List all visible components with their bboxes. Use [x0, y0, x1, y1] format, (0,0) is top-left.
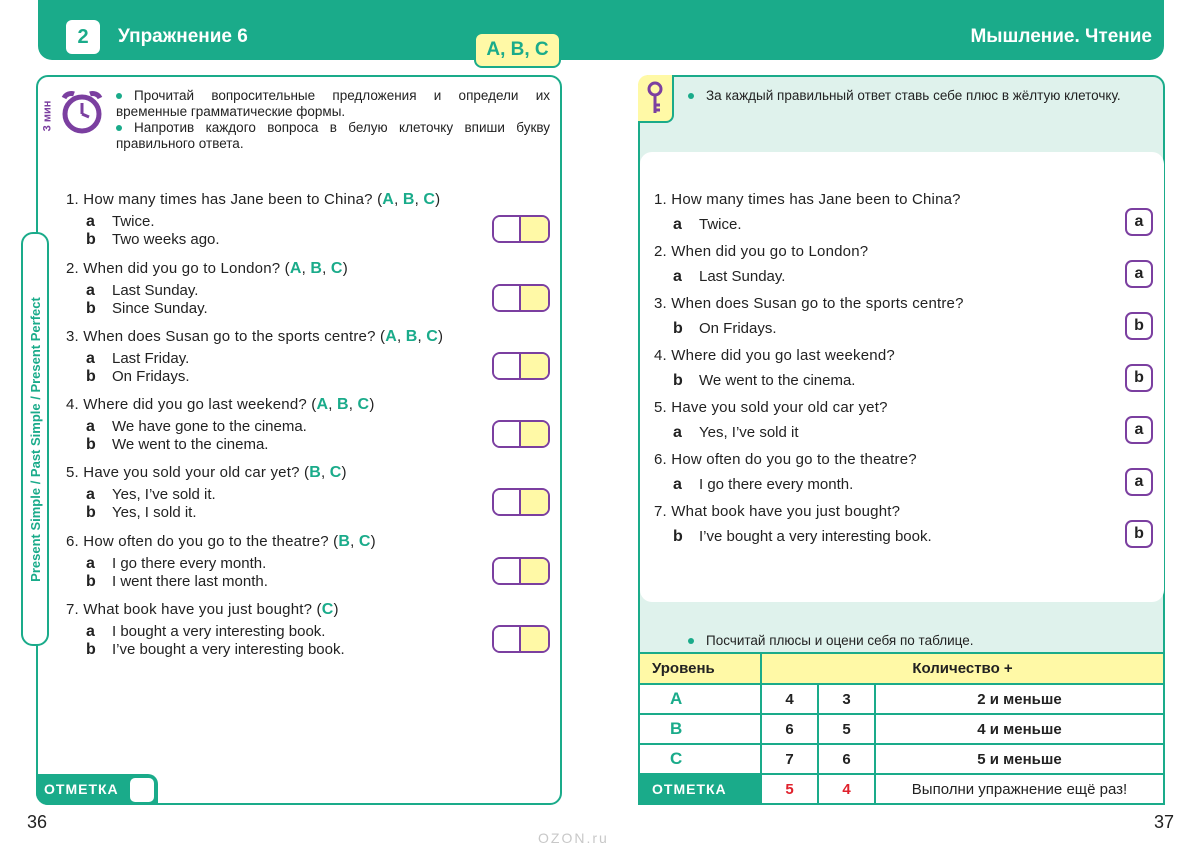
- count-cell: 6: [761, 714, 818, 744]
- option-letter: a: [86, 486, 95, 503]
- level-tab: A, B, C: [474, 32, 561, 68]
- option-letter: b: [86, 231, 96, 248]
- correct-answer-box: b: [1125, 520, 1153, 548]
- answer-cells: [492, 215, 550, 243]
- left-mark-input[interactable]: [130, 778, 154, 802]
- level-option: C: [423, 191, 436, 208]
- answer-option-b: b Since Sunday.: [86, 300, 208, 317]
- answer-option-a: a I go there every month.: [86, 555, 267, 572]
- correct-answer-box: b: [1125, 364, 1153, 392]
- option-letter: a: [86, 282, 95, 299]
- option-letter: a: [86, 623, 95, 640]
- count-cell: 6: [818, 744, 875, 774]
- key-question: 1. How many times has Jane been to China?: [654, 191, 961, 208]
- section-title: Мышление. Чтение: [970, 26, 1152, 47]
- level-option: B: [310, 260, 323, 277]
- bullet-icon: [688, 93, 694, 99]
- correct-answer-box: b: [1125, 312, 1153, 340]
- option-letter: b: [86, 641, 96, 658]
- key-letter: a: [673, 216, 682, 233]
- count-cell: 7: [761, 744, 818, 774]
- level-option: C: [357, 396, 370, 413]
- left-instruction-1: Прочитай вопросительные предложения и определи их временные грамматические формы.: [116, 88, 550, 119]
- answer-input-cell[interactable]: [494, 354, 521, 378]
- answer-option-b: b Yes, I sold it.: [86, 504, 197, 521]
- answer-option-b: b On Fridays.: [86, 368, 190, 385]
- table-row: [639, 714, 1164, 744]
- table-row-mark: [639, 774, 1164, 804]
- score-cell[interactable]: [521, 354, 548, 378]
- level-option: A: [316, 396, 329, 413]
- count-cell: 5: [818, 714, 875, 744]
- level-option: C: [329, 464, 342, 481]
- level-option: B: [405, 328, 418, 345]
- score-cell[interactable]: [521, 217, 548, 241]
- question-text: 5. Have you sold your old car yet? (B, C): [66, 464, 347, 481]
- key-answer: a Yes, I’ve sold it: [673, 424, 799, 441]
- question-text: 2. When did you go to London? (A, B, C): [66, 260, 348, 277]
- option-letter: a: [86, 350, 95, 367]
- key-letter: b: [673, 372, 683, 389]
- key-answer: a Twice.: [673, 216, 742, 233]
- answer-option-a: a Twice.: [86, 213, 155, 230]
- grammar-side-tab: Present Simple / Past Simple / Present Perfect: [21, 232, 49, 646]
- level-option: C: [321, 601, 334, 618]
- question-text: 6. How often do you go to the theatre? (B, C): [66, 533, 376, 550]
- answer-option-b: b I went there last month.: [86, 573, 268, 590]
- answer-option-a: a Yes, I’ve sold it.: [86, 486, 216, 503]
- key-answer: b On Fridays.: [673, 320, 777, 337]
- key-letter: a: [673, 424, 682, 441]
- score-cell[interactable]: [521, 490, 548, 514]
- watermark: OZON.ru: [538, 830, 609, 846]
- answer-cells: [492, 352, 550, 380]
- level-cell: B: [639, 714, 761, 744]
- level-option: C: [426, 328, 439, 345]
- option-letter: a: [86, 418, 95, 435]
- option-letter: b: [86, 300, 96, 317]
- page-number-left: 36: [27, 812, 48, 832]
- correct-answer-box: a: [1125, 208, 1153, 236]
- key-answer: b I’ve bought a very interesting book.: [673, 528, 932, 545]
- key-tab: [638, 75, 674, 123]
- answer-input-cell[interactable]: [494, 559, 521, 583]
- question-text: 4. Where did you go last weekend? (A, B, C): [66, 396, 375, 413]
- key-question: 3. When does Susan go to the sports centre?: [654, 295, 964, 312]
- option-letter: b: [86, 436, 96, 453]
- left-instruction-2: Напротив каждого вопроса в белую клеточку впиши букву правильного ответа.: [116, 120, 550, 151]
- answer-input-cell[interactable]: [494, 217, 521, 241]
- level-option: B: [338, 533, 351, 550]
- key-answer: a Last Sunday.: [673, 268, 786, 285]
- key-letter: a: [673, 268, 682, 285]
- level-option: C: [358, 533, 371, 550]
- answer-input-cell[interactable]: [494, 422, 521, 446]
- answer-input-cell[interactable]: [494, 627, 521, 651]
- answer-option-a: a We have gone to the cinema.: [86, 418, 307, 435]
- level-cell: C: [639, 744, 761, 774]
- level-option: A: [382, 191, 395, 208]
- score-cell[interactable]: [521, 559, 548, 583]
- mark-message: Выполни упражнение ещё раз!: [875, 774, 1164, 804]
- key-question: 6. How often do you go to the theatre?: [654, 451, 917, 468]
- answer-option-a: a I bought a very interesting book.: [86, 623, 326, 640]
- page-number-right: 37: [1154, 812, 1175, 832]
- question-text: 7. What book have you just bought? (C): [66, 601, 339, 618]
- mark-4: 4: [818, 774, 875, 804]
- option-letter: a: [86, 213, 95, 230]
- key-letter: b: [673, 528, 683, 545]
- header-count: Количество +: [761, 653, 1164, 684]
- answer-cells: [492, 488, 550, 516]
- answer-option-b: b I’ve bought a very interesting book.: [86, 641, 345, 658]
- level-option: B: [402, 191, 415, 208]
- exercise-title: Упражнение 6: [118, 26, 248, 47]
- key-letter: a: [673, 476, 682, 493]
- score-cell[interactable]: [521, 627, 548, 651]
- correct-answer-box: a: [1125, 416, 1153, 444]
- key-answer: b We went to the cinema.: [673, 372, 856, 389]
- count-cell: 3: [818, 684, 875, 714]
- level-option: A: [385, 328, 397, 345]
- table-row: [639, 684, 1164, 714]
- right-instruction-top: За каждый правильный ответ ставь себе плюс в жёлтую клеточку.: [688, 88, 1154, 104]
- key-question: 2. When did you go to London?: [654, 243, 869, 260]
- table-row: [639, 744, 1164, 774]
- key-answer: a I go there every month.: [673, 476, 854, 493]
- option-letter: b: [86, 504, 96, 521]
- answer-option-b: b Two weeks ago.: [86, 231, 220, 248]
- bullet-icon: [116, 125, 122, 131]
- level-option: A: [289, 260, 302, 277]
- answer-cells: [492, 625, 550, 653]
- key-question: 4. Where did you go last weekend?: [654, 347, 895, 364]
- key-icon: [638, 75, 674, 123]
- correct-answer-box: a: [1125, 260, 1153, 288]
- option-letter: b: [86, 573, 96, 590]
- answer-input-cell[interactable]: [494, 286, 521, 310]
- alarm-clock-icon: [58, 88, 106, 136]
- level-option: B: [337, 396, 349, 413]
- bullet-icon: [688, 638, 694, 644]
- exercise-number: 2: [66, 20, 100, 54]
- score-cell[interactable]: [521, 286, 548, 310]
- score-table: [638, 652, 1165, 805]
- score-cell[interactable]: [521, 422, 548, 446]
- question-text: 3. When does Susan go to the sports centre? (A, B, C): [66, 328, 444, 345]
- time-label: 3 мин: [41, 100, 53, 132]
- answer-option-a: a Last Friday.: [86, 350, 190, 367]
- answer-option-b: b We went to the cinema.: [86, 436, 269, 453]
- right-instruction-bottom: Посчитай плюсы и оцени себя по таблице.: [688, 633, 1154, 649]
- count-cell: 2 и меньше: [875, 684, 1164, 714]
- question-text: 1. How many times has Jane been to China? (A, B, C): [66, 191, 441, 208]
- mark-5: 5: [761, 774, 818, 804]
- count-cell: 4: [761, 684, 818, 714]
- header-level: Уровень: [639, 653, 761, 684]
- mark-label: ОТМЕТКА: [639, 774, 761, 804]
- answer-cells: [492, 557, 550, 585]
- answer-option-a: a Last Sunday.: [86, 282, 199, 299]
- bullet-icon: [116, 93, 122, 99]
- correct-answer-box: a: [1125, 468, 1153, 496]
- count-cell: 5 и меньше: [875, 744, 1164, 774]
- option-letter: b: [86, 368, 96, 385]
- option-letter: a: [86, 555, 95, 572]
- left-mark-label: ОТМЕТКА: [44, 781, 119, 797]
- key-letter: b: [673, 320, 683, 337]
- level-option: B: [309, 464, 321, 481]
- answer-cells: [492, 284, 550, 312]
- answer-cells: [492, 420, 550, 448]
- count-cell: 4 и меньше: [875, 714, 1164, 744]
- answer-input-cell[interactable]: [494, 490, 521, 514]
- key-question: 5. Have you sold your old car yet?: [654, 399, 888, 416]
- level-cell: A: [639, 684, 761, 714]
- key-question: 7. What book have you just bought?: [654, 503, 901, 520]
- level-option: C: [330, 260, 343, 277]
